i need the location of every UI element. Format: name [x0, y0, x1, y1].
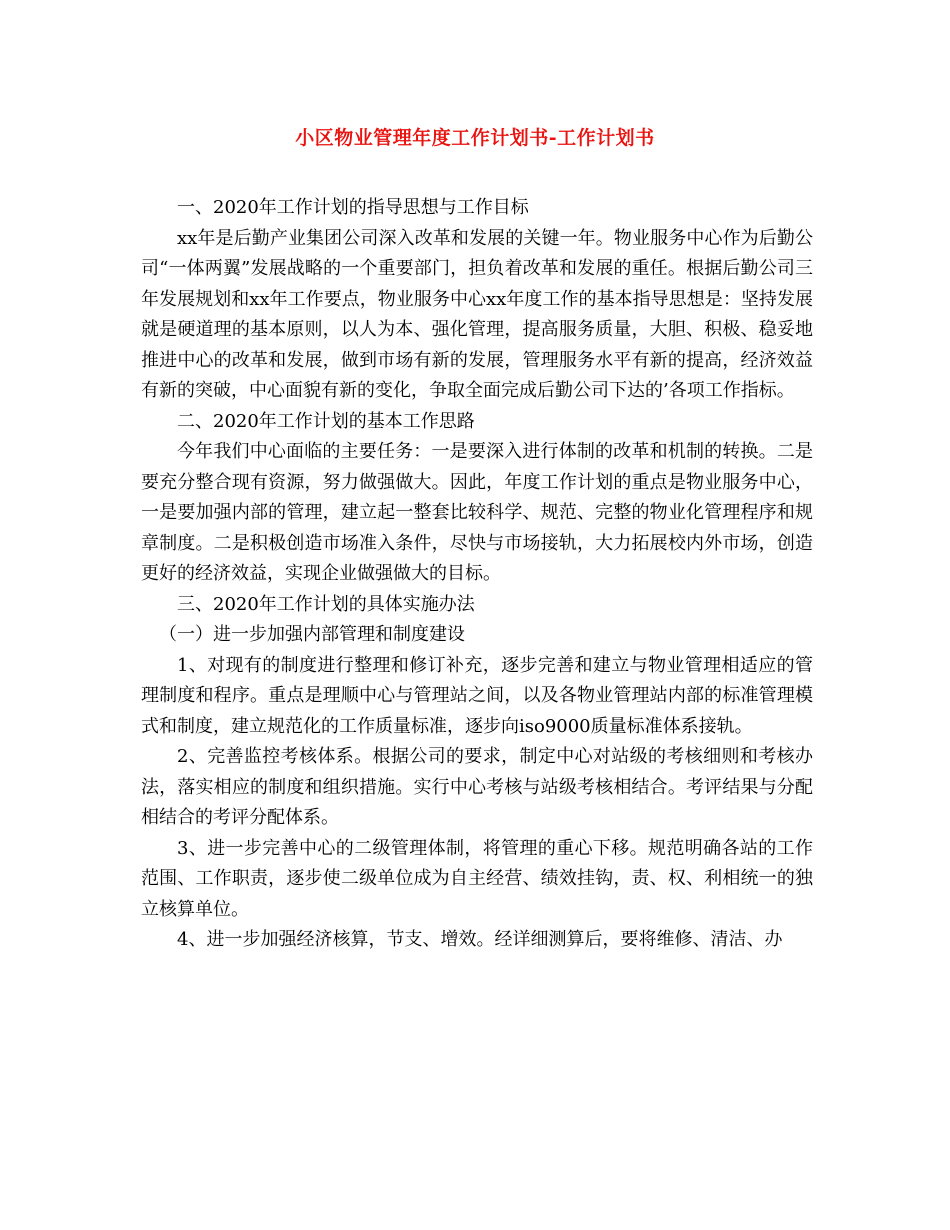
- document-title: 小区物业管理年度工作计划书-工作计划书: [295, 127, 655, 149]
- paragraph-item-3: 3、进一步完善中心的二级管理体制，将管理的重心下移。规范明确各站的工作范围、工作职责，逐步使二级单位成为自主经营、绩效挂钩，责、权、利相统一的独立核算单位。: [141, 837, 813, 920]
- paragraph-main-tasks: 今年我们中心面临的主要任务：一是要深入进行体制的改革和机制的转换。二是要充分整合现有资源，努力做强做大。因此，年度工作计划的重点是物业服务中心，一是要加强内部的管理，建立起一整套比较科学、规范、完整的物业化管理程序和规章制度。二是积极创造市场准入条件，尽快与市场接轨，大力拓展校内外市场，创造更好的经济效益，实现企业做强做大的目标。: [141, 441, 813, 584]
- document-body: [141, 193, 813, 956]
- paragraph-item-4: 4、进一步加强经济核算，节支、增效。经详细测算后，要将维修、清洁、办: [177, 929, 783, 950]
- subsection-heading-1: （一）进一步加强内部管理和制度建设: [159, 624, 465, 645]
- paragraph-item-1: 1、对现有的制度进行整理和修订补充，逐步完善和建立与物业管理相适应的管理制度和程序。重点是理顺中心与管理站之间，以及各物业管理站内部的标准管理模式和制度，建立规范化的工作质量标准，逐步向iso9000质量标准体系接轨。: [141, 654, 813, 737]
- paragraph-guiding-ideology: xx年是后勤产业集团公司深入改革和发展的关键一年。物业服务中心作为后勤公司“一体两翼”发展战略的一个重要部门，担负着改革和发展的重任。根据后勤公司三年发展规划和xx年工作要点，物业服务中心xx年度工作的基本指导思想是：坚持发展就是硬道理的基本原则，以人为本、强化管理，提高服务质量，大胆、积极、稳妥地推进中心的改革和发展，做到市场有新的发展，管理服务水平有新的提高，经济效益有新的突破，中心面貌有新的变化，争取全面完成后勤公司下达的’各项工作指标。: [141, 227, 813, 401]
- section-heading-2: 二、2020年工作计划的基本工作思路: [177, 410, 475, 432]
- section-heading-1: 一、2020年工作计划的指导思想与工作目标: [177, 197, 529, 218]
- section-heading-3: 三、2020年工作计划的具体实施办法: [177, 593, 475, 615]
- paragraph-item-2: 2、完善监控考核体系。根据公司的要求，制定中心对站级的考核细则和考核办法，落实相应的制度和组织措施。实行中心考核与站级考核相结合。考评结果与分配相结合的考评分配体系。: [141, 746, 813, 828]
